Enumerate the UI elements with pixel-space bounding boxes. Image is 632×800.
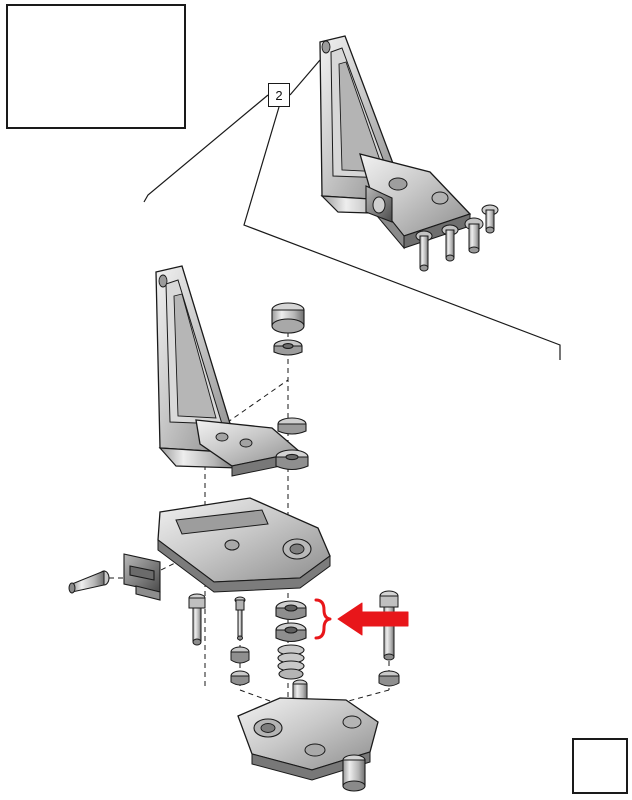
next-view-button-frame[interactable] [572,738,628,794]
washer-upper [274,340,302,355]
clamp-block [124,554,160,600]
compression-spring [278,645,304,679]
bushing-upper [272,303,304,333]
locating-pin [235,597,245,640]
rubber-mount [276,601,306,642]
support-arm [158,498,330,592]
spacer-sleeve [343,755,365,791]
upper-assembly [320,36,498,271]
locator-thumbnail-frame[interactable] [6,4,186,129]
lower-bracket [156,266,300,476]
callout-2[interactable]: 2 [268,83,290,107]
small-bolt-left [69,571,109,593]
bolt-right-vertical [379,591,399,686]
